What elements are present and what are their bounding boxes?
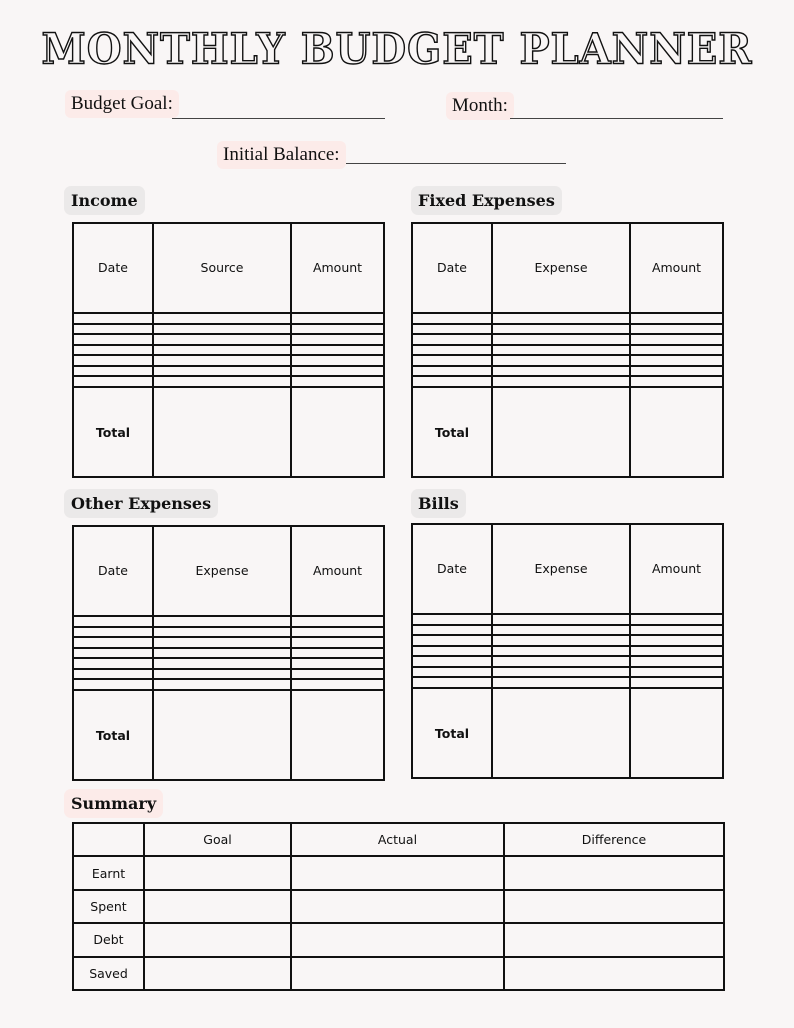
total-row (412, 688, 723, 778)
date-cell[interactable] (412, 313, 492, 324)
date-cell[interactable] (412, 614, 492, 625)
expense-cell[interactable] (492, 646, 630, 657)
expense-cell[interactable] (492, 376, 630, 387)
table-row (412, 635, 723, 646)
table-row (73, 679, 384, 690)
source-cell[interactable] (153, 366, 291, 377)
header-row (73, 823, 724, 856)
total-row (73, 690, 384, 780)
summary-cell[interactable] (504, 923, 724, 956)
table-row (73, 324, 384, 335)
date-cell[interactable] (412, 376, 492, 387)
amount-cell[interactable] (291, 376, 384, 387)
amount-cell[interactable] (630, 614, 723, 625)
summary-cell[interactable] (504, 856, 724, 889)
income-table (72, 222, 385, 478)
expense-cell[interactable] (153, 658, 291, 669)
amount-cell[interactable] (291, 324, 384, 335)
column-header: Amount (291, 526, 384, 616)
total-row (73, 387, 384, 477)
row-label: Spent (73, 890, 144, 923)
source-cell[interactable] (153, 324, 291, 335)
amount-cell[interactable] (630, 677, 723, 688)
table-row (412, 366, 723, 377)
header-row (73, 526, 384, 616)
date-cell[interactable] (73, 679, 153, 690)
income-heading: Income (64, 186, 145, 215)
source-cell[interactable] (153, 334, 291, 345)
column-header: Amount (630, 524, 723, 614)
column-header (73, 823, 144, 856)
amount-cell[interactable] (291, 345, 384, 356)
summary-cell[interactable] (291, 856, 504, 889)
expense-cell[interactable] (153, 669, 291, 680)
table-row (73, 616, 384, 627)
amount-cell[interactable] (291, 334, 384, 345)
column-header: Date (73, 526, 153, 616)
expense-cell[interactable] (492, 324, 630, 335)
table-row (73, 313, 384, 324)
column-header: Actual (291, 823, 504, 856)
table-row (412, 646, 723, 657)
expense-cell[interactable] (153, 627, 291, 638)
column-header: Expense (153, 526, 291, 616)
column-header: Date (73, 223, 153, 313)
amount-cell[interactable] (291, 355, 384, 366)
fixed-expenses-table (411, 222, 724, 478)
total-row (412, 387, 723, 477)
expense-cell[interactable] (153, 648, 291, 659)
date-cell[interactable] (73, 627, 153, 638)
row-label: Saved (73, 957, 144, 990)
summary-row (73, 890, 724, 923)
table-row (73, 637, 384, 648)
date-cell[interactable] (73, 669, 153, 680)
summary-cell[interactable] (291, 923, 504, 956)
budget-goal-field[interactable] (172, 98, 385, 119)
header-row (412, 223, 723, 313)
expense-cell[interactable] (492, 635, 630, 646)
amount-cell[interactable] (630, 324, 723, 335)
table-row (412, 625, 723, 636)
expense-cell[interactable] (153, 637, 291, 648)
total-amount-cell[interactable] (291, 690, 384, 780)
date-cell[interactable] (73, 355, 153, 366)
initial-balance-label: Initial Balance: (217, 141, 346, 169)
amount-cell[interactable] (630, 635, 723, 646)
total-label: Total (412, 387, 492, 477)
column-header: Amount (630, 223, 723, 313)
table-row (412, 355, 723, 366)
amount-cell[interactable] (630, 345, 723, 356)
table-row (412, 614, 723, 625)
date-cell[interactable] (73, 366, 153, 377)
date-cell[interactable] (412, 345, 492, 356)
column-header: Date (412, 223, 492, 313)
amount-cell[interactable] (291, 669, 384, 680)
date-cell[interactable] (412, 656, 492, 667)
table-row (412, 677, 723, 688)
summary-cell[interactable] (504, 890, 724, 923)
expense-cell[interactable] (153, 616, 291, 627)
column-header: Goal (144, 823, 291, 856)
table-row (412, 345, 723, 356)
total-label: Total (73, 690, 153, 780)
date-cell[interactable] (412, 324, 492, 335)
summary-cell[interactable] (144, 957, 291, 990)
expense-cell[interactable] (492, 355, 630, 366)
summary-heading: Summary (64, 789, 163, 818)
column-header: Difference (504, 823, 724, 856)
date-cell[interactable] (73, 376, 153, 387)
expense-cell[interactable] (492, 677, 630, 688)
amount-cell[interactable] (291, 627, 384, 638)
table-row (412, 324, 723, 335)
bills-heading: Bills (411, 489, 466, 518)
expense-cell[interactable] (492, 625, 630, 636)
amount-cell[interactable] (291, 616, 384, 627)
amount-cell[interactable] (630, 366, 723, 377)
bills-table (411, 523, 724, 779)
summary-cell[interactable] (144, 923, 291, 956)
amount-cell[interactable] (291, 366, 384, 377)
table-row (412, 667, 723, 678)
summary-cell[interactable] (291, 890, 504, 923)
table-row (73, 627, 384, 638)
expense-cell[interactable] (492, 656, 630, 667)
date-cell[interactable] (73, 616, 153, 627)
budget-goal-label: Budget Goal: (65, 90, 179, 118)
source-cell[interactable] (153, 345, 291, 356)
table-row (73, 334, 384, 345)
month-field[interactable] (510, 98, 723, 119)
column-header: Date (412, 524, 492, 614)
header-row (73, 223, 384, 313)
total-amount-cell[interactable] (630, 688, 723, 778)
header-row (412, 524, 723, 614)
table-row (412, 334, 723, 345)
date-cell[interactable] (412, 646, 492, 657)
summary-cell[interactable] (144, 890, 291, 923)
date-cell[interactable] (73, 345, 153, 356)
summary-row (73, 856, 724, 889)
amount-cell[interactable] (630, 646, 723, 657)
amount-cell[interactable] (630, 334, 723, 345)
total-amount-cell[interactable] (630, 387, 723, 477)
date-cell[interactable] (73, 324, 153, 335)
amount-cell[interactable] (291, 637, 384, 648)
expense-cell[interactable] (492, 614, 630, 625)
date-cell[interactable] (73, 637, 153, 648)
amount-cell[interactable] (630, 376, 723, 387)
initial-balance-field[interactable] (346, 143, 566, 164)
summary-cell[interactable] (144, 856, 291, 889)
total-label: Total (73, 387, 153, 477)
date-cell[interactable] (412, 625, 492, 636)
date-cell[interactable] (412, 355, 492, 366)
summary-row (73, 957, 724, 990)
fixed-expenses-heading: Fixed Expenses (411, 186, 562, 215)
amount-cell[interactable] (630, 625, 723, 636)
expense-cell[interactable] (153, 679, 291, 690)
table-row (73, 648, 384, 659)
table-row (412, 376, 723, 387)
summary-table (72, 822, 725, 991)
source-cell[interactable] (153, 355, 291, 366)
table-row (73, 658, 384, 669)
amount-cell[interactable] (630, 656, 723, 667)
total-cell[interactable] (153, 690, 291, 780)
date-cell[interactable] (412, 677, 492, 688)
amount-cell[interactable] (291, 658, 384, 669)
total-cell[interactable] (153, 387, 291, 477)
other-expenses-heading: Other Expenses (64, 489, 218, 518)
expense-cell[interactable] (492, 334, 630, 345)
month-label: Month: (446, 92, 514, 120)
table-row (73, 355, 384, 366)
total-cell[interactable] (492, 387, 630, 477)
date-cell[interactable] (412, 635, 492, 646)
amount-cell[interactable] (630, 313, 723, 324)
expense-cell[interactable] (492, 667, 630, 678)
date-cell[interactable] (73, 658, 153, 669)
date-cell[interactable] (412, 334, 492, 345)
table-row (73, 366, 384, 377)
expense-cell[interactable] (492, 345, 630, 356)
other-expenses-table (72, 525, 385, 781)
source-cell[interactable] (153, 313, 291, 324)
date-cell[interactable] (73, 334, 153, 345)
date-cell[interactable] (73, 313, 153, 324)
source-cell[interactable] (153, 376, 291, 387)
amount-cell[interactable] (291, 313, 384, 324)
expense-cell[interactable] (492, 366, 630, 377)
summary-cell[interactable] (291, 957, 504, 990)
amount-cell[interactable] (291, 648, 384, 659)
table-row (412, 656, 723, 667)
column-header: Expense (492, 223, 630, 313)
column-header: Source (153, 223, 291, 313)
total-cell[interactable] (492, 688, 630, 778)
row-label: Earnt (73, 856, 144, 889)
amount-cell[interactable] (630, 355, 723, 366)
column-header: Amount (291, 223, 384, 313)
date-cell[interactable] (412, 366, 492, 377)
summary-row (73, 923, 724, 956)
table-row (412, 313, 723, 324)
total-label: Total (412, 688, 492, 778)
amount-cell[interactable] (291, 679, 384, 690)
column-header: Expense (492, 524, 630, 614)
amount-cell[interactable] (630, 667, 723, 678)
page-title: MONTHLY BUDGET PLANNER (41, 24, 753, 75)
table-row (73, 669, 384, 680)
expense-cell[interactable] (492, 313, 630, 324)
total-amount-cell[interactable] (291, 387, 384, 477)
table-row (73, 345, 384, 356)
date-cell[interactable] (73, 648, 153, 659)
row-label: Debt (73, 923, 144, 956)
summary-cell[interactable] (504, 957, 724, 990)
date-cell[interactable] (412, 667, 492, 678)
table-row (73, 376, 384, 387)
